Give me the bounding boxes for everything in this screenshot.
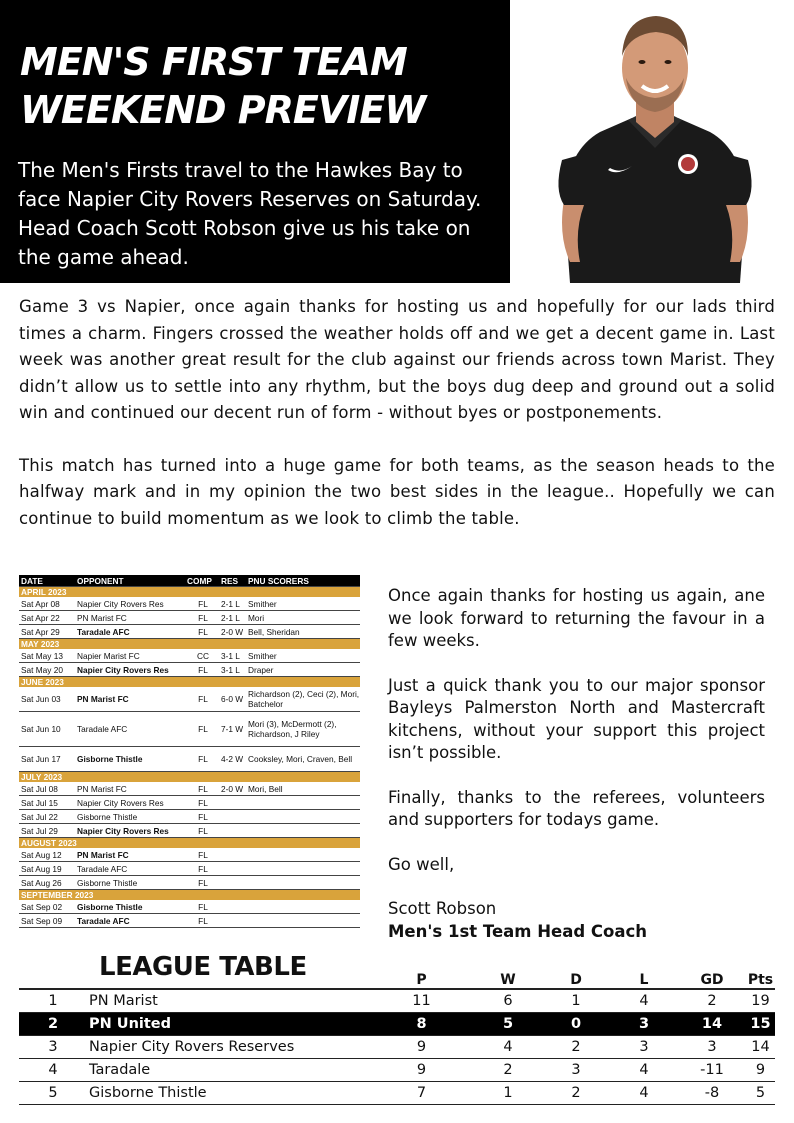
fixture-row: Sat Jun 10 Taradale AFC FL 7-1 W Mori (3), McDermott (2), Richardson, J Riley <box>19 712 360 747</box>
fixture-row: Sat Jul 08 PN Marist FC FL 2-0 W Mori, Bell <box>19 782 360 796</box>
signature-role: Men's 1st Team Head Coach <box>388 921 648 941</box>
col-res: RES <box>219 575 246 587</box>
league-header-row <box>19 967 775 989</box>
sign-off: Go well, <box>388 854 455 874</box>
fixture-row: Sat Jul 22 Gisborne Thistle FL <box>19 810 360 824</box>
col-date: DATE <box>19 575 75 587</box>
league-table-heading: LEAGUE TABLE <box>99 952 307 982</box>
header-banner <box>0 0 510 283</box>
col-goal-diff: GD <box>700 972 724 988</box>
body-paragraph-2: This match has turned into a huge game for both teams, as the season heads to the halfway mark and in my opinion the two best sides in the league.. Hopefully we can continue to build momentum as we look to climb the table. <box>19 455 775 528</box>
col-lost: L <box>639 972 649 988</box>
fixture-row: Sat Jun 03 PN Marist FC FL 6-0 W Richardson (2), Ceci (2), Mori, Batchelor <box>19 687 360 712</box>
col-scorers: PNU SCORERS <box>246 575 360 587</box>
league-table <box>19 967 775 1105</box>
body-paragraph-1: Game 3 vs Napier, once again thanks for hosting us and hopefully for our lads third times a charm. Fingers crossed the weather holds off and we get a decent game in. Last week was another great result for the club against our friends across town Marist. They didn’t allow us to settle into any rhythm, but the boys dug deep and ground out a solid win and continued our decent run of form - without byes or postponements. <box>19 297 775 422</box>
league-row: 3 Napier City Rovers Reserves 9 4 2 3 3 14 <box>19 1036 775 1059</box>
fixture-row: Sat Sep 09 Taradale AFC FL <box>19 914 360 928</box>
month-header: JUNE 2023 <box>19 677 360 688</box>
side-paragraph-2: Just a quick thank you to our major sponsor Bayleys Palmerston North and Mastercraft kitchens, without your support this project isn’t possible. <box>388 675 765 762</box>
col-drawn: D <box>570 972 582 988</box>
intro-text: The Men's Firsts travel to the Hawkes Bay to face Napier City Rovers Reserves on Saturday. Head Coach Scott Robson give us his take on the game ahead. <box>18 158 482 269</box>
col-won: W <box>500 972 516 988</box>
fixture-row: Sat Aug 12 PN Marist FC FL <box>19 848 360 862</box>
fixture-row: Sat Aug 19 Taradale AFC FL <box>19 862 360 876</box>
side-paragraph-1: Once again thanks for hosting us again, ane we look forward to returning the favour in a few weeks. <box>388 586 765 650</box>
side-paragraph-3: Finally, thanks to the referees, volunteers and supporters for todays game. <box>388 787 765 829</box>
fixture-row: Sat Jun 17 Gisborne Thistle FL 4-2 W Cooksley, Mori, Craven, Bell <box>19 747 360 772</box>
month-header: SEPTEMBER 2023 <box>19 890 360 901</box>
month-header: MAY 2023 <box>19 639 360 650</box>
title-line-2: WEEKEND PREVIEW <box>20 88 426 132</box>
col-opponent: OPPONENT <box>75 575 185 587</box>
title-line-1: MEN'S FIRST TEAM <box>20 40 407 84</box>
col-played: P <box>416 972 427 988</box>
fixture-row: Sat Apr 08 Napier City Rovers Res FL 2-1 L Smither <box>19 597 360 611</box>
fixtures-header-row <box>19 575 360 587</box>
fixture-row: Sat Sep 02 Gisborne Thistle FL <box>19 900 360 914</box>
fixture-row: Sat Jul 15 Napier City Rovers Res FL <box>19 796 360 810</box>
col-points: Pts <box>747 972 774 988</box>
col-comp: COMP <box>185 575 219 587</box>
fixture-row: Sat Apr 29 Taradale AFC FL 2-0 W Bell, Sheridan <box>19 625 360 639</box>
page-title <box>20 38 425 134</box>
fixture-row: Sat May 13 Napier Marist FC CC 3-1 L Smither <box>19 649 360 663</box>
league-row-highlighted: 2 PN United 8 5 0 3 14 15 <box>19 1013 775 1036</box>
fixture-row: Sat Jul 29 Napier City Rovers Res FL <box>19 824 360 838</box>
league-row: 1 PN Marist 11 6 1 4 2 19 <box>19 989 775 1013</box>
month-header: JULY 2023 <box>19 772 360 783</box>
month-header: AUGUST 2023 <box>19 838 360 849</box>
month-header: APRIL 2023 <box>19 587 360 598</box>
signature-name: Scott Robson <box>388 899 497 918</box>
league-row: 5 Gisborne Thistle 7 1 2 4 -8 5 <box>19 1082 775 1105</box>
fixture-row: Sat Aug 26 Gisborne Thistle FL <box>19 876 360 890</box>
coach-photo <box>540 0 770 283</box>
fixtures-table <box>19 575 360 928</box>
article-body <box>19 294 775 532</box>
side-column <box>388 585 765 943</box>
fixture-row: Sat May 20 Napier City Rovers Res FL 3-1 L Draper <box>19 663 360 677</box>
league-row: 4 Taradale 9 2 3 4 -11 9 <box>19 1059 775 1082</box>
fixture-row: Sat Apr 22 PN Marist FC FL 2-1 L Mori <box>19 611 360 625</box>
